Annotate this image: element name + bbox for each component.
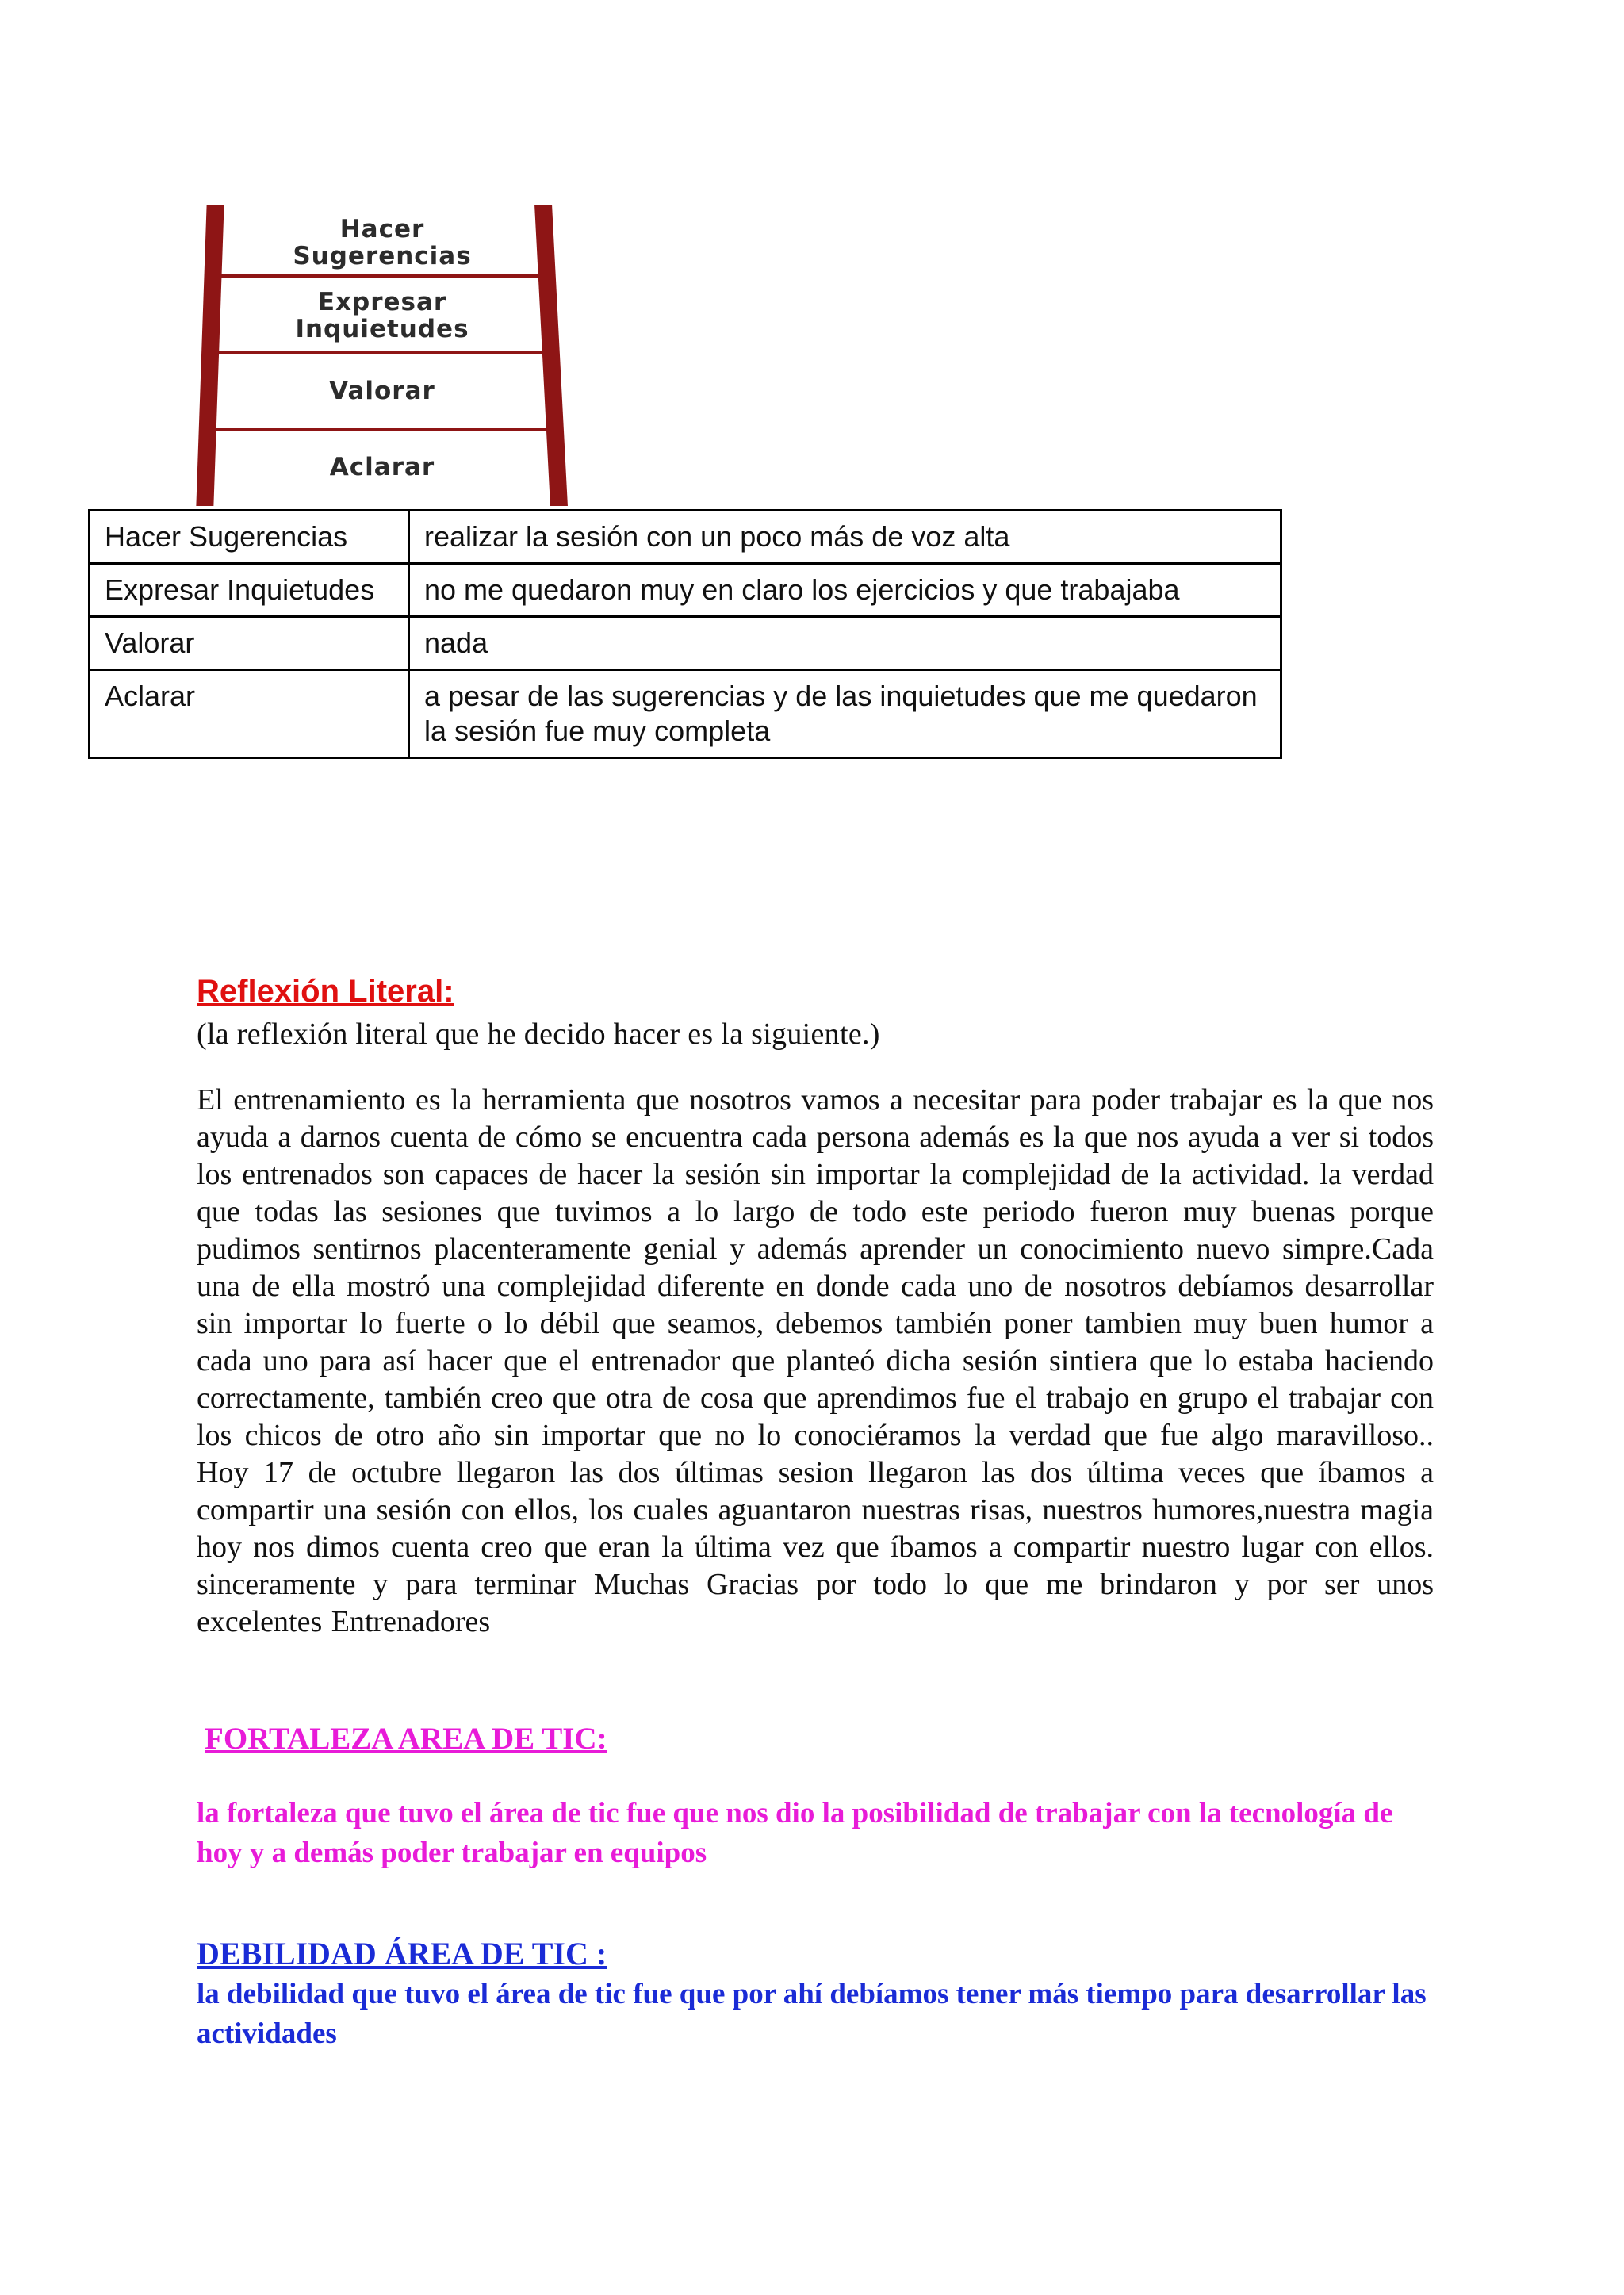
ladder-label-valorar: Valorar bbox=[329, 377, 435, 405]
ladder-rung bbox=[214, 274, 547, 278]
table-row bbox=[90, 617, 1281, 670]
fortaleza-body: la fortaleza que tuvo el área de tic fue que nos dio la posibilidad de trabajar con la tecnología de hoy y a demás poder trabajar en equipos bbox=[197, 1797, 1393, 1869]
ladder-rung bbox=[214, 351, 547, 354]
table-row bbox=[90, 564, 1281, 617]
debilidad-body: la debilidad que tuvo el área de tic fue que por ahí debíamos tener más tiempo para desarrollar las actividades bbox=[197, 1978, 1427, 2050]
fortaleza-title: FORTALEZA AREA DE TIC: bbox=[205, 1722, 607, 1756]
ladder-label-aclarar: Aclarar bbox=[329, 453, 435, 481]
table-cell-label: Expresar Inquietudes bbox=[90, 564, 409, 617]
table-row bbox=[90, 670, 1281, 758]
table-row bbox=[90, 511, 1281, 564]
evaluation-table bbox=[88, 509, 1282, 759]
ladder-rung bbox=[214, 428, 547, 431]
ladder-label-hacer-sugerencias: Hacer Sugerencias bbox=[293, 215, 472, 270]
table-cell-label: Aclarar bbox=[90, 670, 409, 758]
table-cell-value: nada bbox=[409, 617, 1281, 670]
reflexion-title: Reflexión Literal: bbox=[197, 974, 454, 1009]
table-cell-value: a pesar de las sugerencias y de las inquietudes que me quedaron la sesión fue muy completa bbox=[409, 670, 1281, 758]
ladder-label-expresar-inquietudes: Expresar Inquietudes bbox=[295, 288, 469, 343]
table-cell-value: realizar la sesión con un poco más de voz alta bbox=[409, 511, 1281, 564]
table-cell-label: Hacer Sugerencias bbox=[90, 511, 409, 564]
table-cell-value: no me quedaron muy en claro los ejercicios y que trabajaba bbox=[409, 564, 1281, 617]
reflexion-body: El entrenamiento es la herramienta que nosotros vamos a necesitar para poder trabajar es la que nos ayuda a darnos cuenta de cómo se encuentra cada persona además es la que nos ayuda a ver si todos los entrenados son capaces de hacer la sesión sin importar la complejidad de la actividad. la verdad que todas las sesiones que tuvimos a lo largo de todo este periodo fueron muy buenas porque pudimos sentirnos placenteramente genial y además aprender un conocimiento nuevo simpre.Cada una de ella mostró una complejidad diferente en donde cada uno de nosotros debíamos desarrollar sin importar lo fuerte o lo débil que seamos, debemos también poner tambien muy buen humor a cada uno para así hacer que el entrenador que planteó dicha sesión sintiera que lo estaba haciendo correctamente, también creo que otra de cosa que aprendimos fue el trabajo en grupo el trabajar con los chicos de otro año sin importar que no lo conociéramos la verdad que fue algo maravilloso.. Hoy 17 de octubre llegaron las dos últimas sesion llegaron las dos última veces que íbamos a compartir una sesión con ellos, los cuales aguantaron nuestras risas, nuestros humores,nuestra magia hoy nos dimos cuenta creo que eran la última vez que íbamos a compartir nuestro lugar con ellos. sinceramente y para terminar Muchas Gracias por todo lo que me brindaron y por ser unos excelentes Entrenadores bbox=[197, 1083, 1434, 1638]
debilidad-title: DEBILIDAD ÁREA DE TIC : bbox=[197, 1936, 607, 1971]
reflexion-subtitle: (la reflexión literal que he decido hacer es la siguiente.) bbox=[197, 1017, 880, 1051]
ladder-image bbox=[192, 205, 604, 506]
table-cell-label: Valorar bbox=[90, 617, 409, 670]
